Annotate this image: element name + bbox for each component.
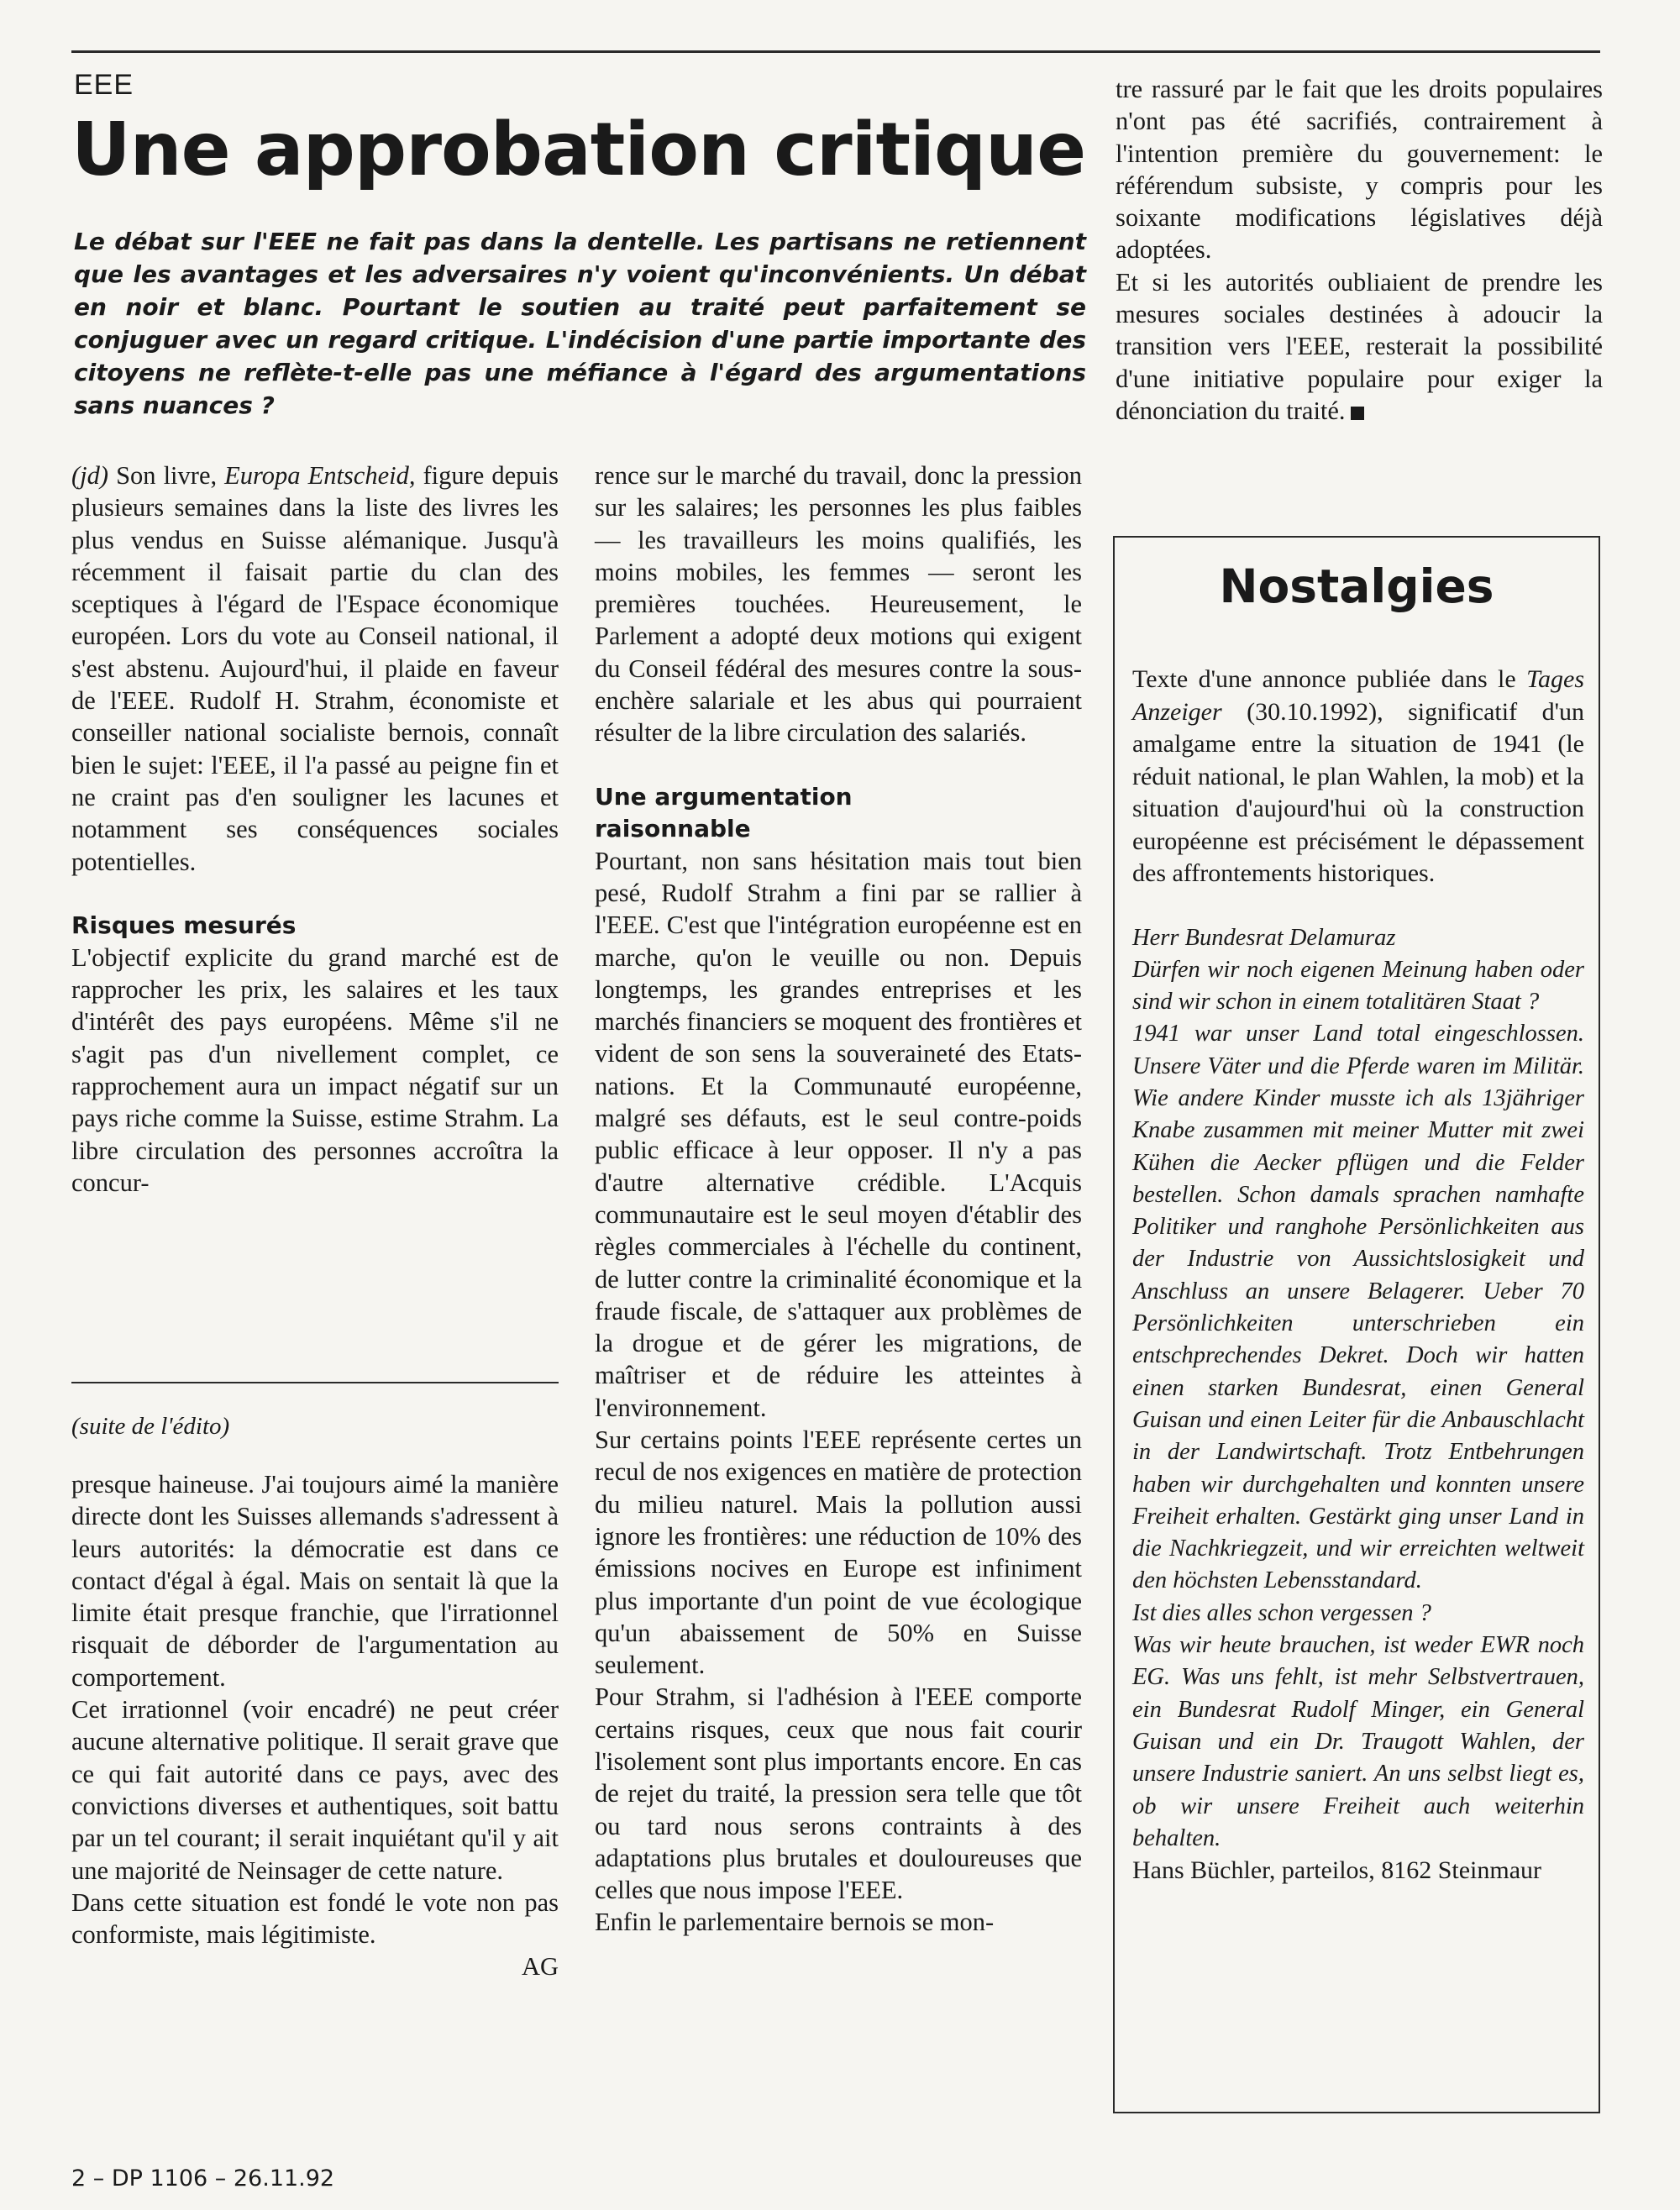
article-paragraph: Sur certains points l'EEE représente certes un recul de nos exigences en matière de protection du milieu naturel. Mais la pollution aussi ignore les frontières: une réduction de 10% des émissions nocives en Europe est infiniment plus importante d'un point de vue écologique qu'un abaissement de 50% en Suisse seulement. [595,1425,1082,1680]
edito-column [71,1468,559,1983]
article-paragraph: tre rassuré par le fait que les droits populaires n'ont pas été sacrifiés, contrairement à l'intention première du gouvernement: le référendum subsiste, y compris pour les soixante modifications législatives déjà adoptées. [1116,75,1603,265]
end-of-article-mark [1351,407,1364,420]
sidebar-body [1132,664,1584,1887]
edito-signature: AG [521,1952,559,1982]
subheading: Une argumentation raisonnable [595,782,853,843]
article-paragraph: rence sur le marché du travail, donc la pression sur les salaires; les personnes les plus faibles — les travailleurs les moins qualifiés, les moins mobiles, les femmes — seront les premières touchées. Heureusement, le Parlement a adopté deux motions qui exigent du Conseil fédéral des mesures contre la sous-enchère salariale et les abus qui pourraient résulter de la libre circulation des salariés. [595,461,1082,748]
edito-paragraph: presque haineuse. J'ai toujours aimé la manière directe dont les Suisses allemands s'adressent à leurs autorités: la démocratie est dans ce contact d'égal à égal. Mais on sentait là que la limite était presque franchie, que l'irrationnel risquait de déborder de l'argumentation au comportement. [71,1470,559,1692]
quote-paragraph: Ist dies alles schon vergessen ? [1132,1599,1431,1626]
quote-paragraph: Was wir heute brauchen, ist weder EWR noch EG. Was uns fehlt, ist mehr Selbstvertrauen, ein Bundesrat Rudolf Minger, ein General Guisan und ein Dr. Traugott Wahlen, der unsere Industrie saniert. An uns selbst liegt es, ob wir unsere Freiheit auch weiterhin behalten. [1132,1632,1584,1851]
section-label: EEE [74,69,134,101]
quote-salutation: Herr Bundesrat Delamuraz [1132,924,1396,951]
quote-paragraph: 1941 war unser Land total eingeschlossen. Unsere Väter und die Pferde waren im Militär. Wie andere Kinder musste ich als 13jähriger Knabe zusammen mit meiner Mutter mit zwei Kühen die Aecker pflügen und die Felder bestellen. Schon damals sprachen namhafte Politiker und ranghohe Persönlichkeiten aus der Industrie von Aussichtslosigkeit und Anschluss an unsere Belagerer. Ueber 70 Persönlichkeiten unterschrieben ein entschprechendes Dekret. Doch wir hatten einen starken Bundesrat, einen General Guisan und einen Leiter für die Anbauschlacht in der Landwirtschaft. Trotz Entbehrungen haben wir durchgehalten und konnten unsere Freiheit erhalten. Gestärkt ging unser Land in die Nachkriegzeit, und wir erreichten weltweit den höchsten Lebensstandard. [1132,1021,1584,1594]
edito-paragraph: Dans cette situation est fondé le vote non pas conformiste, mais légitimiste. [71,1887,559,1950]
edito-paragraph: Cet irrationnel (voir encadré) ne peut créer aucune alternative politique. Il serait grave que ce qui fait autorité dans ce pays, avec des convictions diverses et authentiques, soit battu par un tel courant; il serait inquiétant qu'il y ait une majorité de Neinsager de cette nature. [71,1695,559,1885]
article-lead: Le débat sur l'EEE ne fait pas dans la dentelle. Les partisans ne retiennent que les avantages et les adversaires n'y voient qu'inconvénients. Un débat en noir et blanc. Pourtant le soutien au traité peut parfaitement se conjuguer avec un regard critique. L'indécision d'une partie importante des citoyens ne reflète-t-elle pas une méfiance à l'égard des argumentations sans nuances ? [74,228,1086,419]
article-paragraph: (jd) Son livre, Europa Entscheid, figure depuis plusieurs semaines dans la liste des livres les plus vendus en Suisse alémanique. Jusqu'à récemment il faisait partie du clan des sceptiques à l'égard de l'Espace économique européen. Lors du vote au Conseil national, il s'est abstenu. Aujourd'hui, il plaide en faveur de l'EEE. Rudolf H. Strahm, économiste et conseiller national socialiste bernois, connaît bien le sujet: l'EEE, il l'a passé au peigne fin et ne craint pas d'en souligner les lacunes et notamment ses conséquences sociales potentielles. [71,461,559,876]
article-paragraph: Enfin le parlementaire bernois se mon- [595,1908,995,1937]
article-column-1 [71,459,559,1199]
subheading: Risques mesurés [71,911,297,939]
top-rule [71,50,1600,53]
sidebar-intro: Texte d'une annonce publiée dans le Tages Anzeiger (30.10.1992), significatif d'un amalgame entre la situation de 1941 (le réduit national, le plan Wahlen, la mob) et la situation d'aujourd'hui où la construction européenne est précisément le dépassement des affrontements historiques. [1132,665,1584,887]
divider [71,1382,559,1383]
article-paragraph: Et si les autorités oubliaient de prendre les mesures sociales destinées à adoucir la transition vers l'EEE, resterait la possibilité d'une initiative populaire pour exiger la dénonciation du traité. [1116,267,1603,425]
article-column-2 [595,459,1082,1939]
book-title: Europa Entscheid, [224,461,416,490]
sidebar-title: Nostalgies [1219,559,1494,613]
edito-continuation-label: (suite de l'édito) [71,1413,230,1440]
quote-signature: Hans Büchler, parteilos, 8162 Steinmaur [1132,1856,1542,1885]
article-paragraph: Pour Strahm, si l'adhésion à l'EEE comporte certains risques, ceux que nous fait courir l'isolement sont plus importants encore. En cas de rejet du traité, la pression sera telle que tôt ou tard nous serons contraints à des adaptations plus brutales et douloureuses que celles que nous impose l'EEE. [595,1682,1082,1905]
article-title: Une approbation critique [71,107,1086,192]
quote-paragraph: Dürfen wir noch eigenen Meinung haben oder sind wir schon in einem totalitären Staat ? [1132,956,1584,1016]
page-footer: 2 – DP 1106 – 26.11.92 [71,2165,335,2192]
article-paragraph: Pourtant, non sans hésitation mais tout bien pesé, Rudolf Strahm a fini par se rallier à l'EEE. C'est que l'intégration européenne est en marche, qu'on le veuille ou non. Depuis longtemps, les grandes entreprises et les marchés financiers se moquent des frontières et vident de son sens la souveraineté des Etats-nations. Et la Communauté européenne, malgré ses défauts, est le seul contre-poids public efficace à leur opposer. Il n'y a pas d'autre alternative crédible. L'Acquis communautaire est le seul moyen d'établir des règles commerciales à l'échelle du continent, de lutter contre la criminalité économique et la fraude fiscale, de s'attaquer aux problèmes de la drogue et de gérer les migrations, de maîtriser et de réduire les atteintes à l'environnement. [595,846,1082,1422]
article-paragraph: L'objectif explicite du grand marché est de rapprocher les prix, les salaires et les taux d'intérêt des pays européens. Même s'il ne s'agit pas d'un nivellement complet, ce rapprochement aura un impact négatif sur un pays riche comme la Suisse, estime Strahm. La libre circulation des personnes accroîtra la concur- [71,942,559,1197]
article-column-3 [1116,73,1603,427]
author-initials: (jd) [71,461,109,490]
newspaper-name: Tages Anzeiger [1132,665,1584,726]
